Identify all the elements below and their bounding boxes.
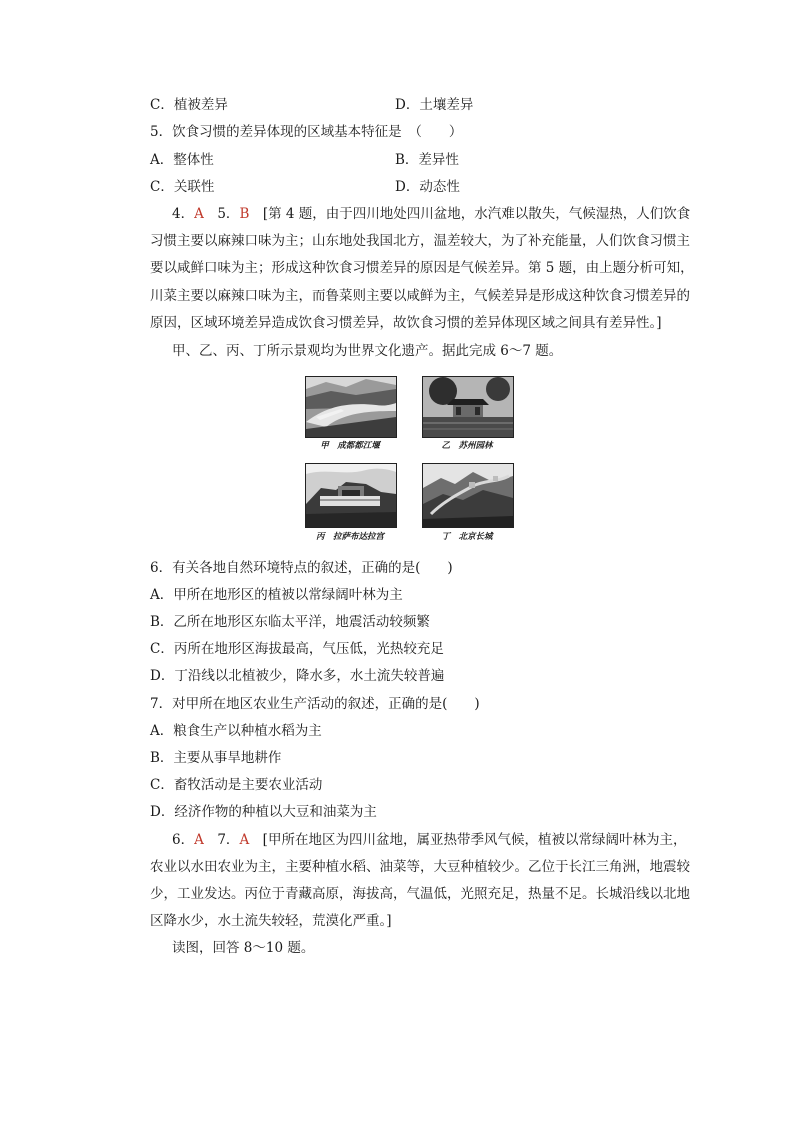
caption-great-wall: 丁 北京长城: [441, 532, 493, 542]
answer-5-letter: B: [239, 206, 250, 222]
answer-6-letter: A: [194, 832, 204, 848]
q6-option-b: B．乙所在地形区东临太平洋，地震活动较频繁: [150, 614, 430, 630]
answer-7-label: 7．: [203, 832, 240, 848]
answer-4-letter: A: [194, 206, 204, 222]
photo-suzhou-garden: [422, 376, 514, 438]
q7-option-b: B．主要从事旱地耕作: [150, 750, 282, 766]
q6-option-c: C．丙所在地形区海拔最高，气压低，光热较充足: [150, 641, 444, 657]
caption-suzhou-garden: 乙 苏州园林: [441, 441, 493, 451]
q5-option-d: D．动态性: [395, 179, 460, 195]
q6-stem: 6．有关各地自然环境特点的叙述，正确的是( ): [150, 560, 453, 576]
answer-6-label: 6．: [172, 832, 195, 848]
q7-option-c: C．畜牧活动是主要农业活动: [150, 777, 323, 793]
q7-option-d: D．经济作物的种植以大豆和油菜为主: [150, 804, 377, 820]
answer-6-7-explanation-start: [甲所在地区为四川盆地，属亚热带季风气候，植被以常绿阔叶林为主，: [249, 832, 687, 848]
photo-great-wall: [422, 463, 514, 528]
answer-6-7-line1: [172, 830, 686, 850]
answer-6-7-line2: 农业以水田农业为主，主要种植水稻、油菜等，大豆种植较少。乙位于长江三角洲，地震较: [150, 859, 690, 875]
q5-stem: 5．饮食习惯的差异体现的区域基本特征是 （ ）: [150, 124, 463, 140]
intro-6-7: 甲、乙、丙、丁所示景观均为世界文化遗产。据此完成 6～7 题。: [172, 343, 563, 359]
q4-option-c: C．植被差异: [150, 97, 228, 113]
answer-4-5-explanation-start: [第 4 题，由于四川地处四川盆地，水汽难以散失，气候湿热，人们饮食: [249, 206, 691, 222]
q4-option-d: D．土壤差异: [395, 97, 474, 113]
photo-dujiangyan: [305, 376, 397, 438]
q5-option-b: B．差异性: [395, 152, 459, 168]
answer-4-5-line4: 川菜主要以麻辣口味为主，而鲁菜则主要以咸鲜为主，气候差异是形成这种饮食习惯差异的: [150, 288, 690, 304]
answer-6-7-line4: 区降水少，水土流失较轻，荒漠化严重。]: [150, 913, 392, 929]
answer-4-label: 4．: [172, 206, 195, 222]
answer-4-5-line5: 原因，区域环境差异造成饮食习惯差异，故饮食习惯的差异体现区域之间具有差异性。]: [150, 315, 662, 331]
answer-4-5-line3: 要以咸鲜口味为主；形成这种饮食习惯差异的原因是气候差异。第 5 题，由上题分析可知，: [150, 260, 694, 276]
q7-option-a: A．粮食生产以种植水稻为主: [150, 723, 322, 739]
intro-8-10: 读图，回答 8～10 题。: [172, 940, 315, 956]
answer-5-label: 5．: [203, 206, 240, 222]
caption-potala-palace: 丙 拉萨布达拉宫: [315, 532, 384, 542]
q5-option-c: C．关联性: [150, 179, 215, 195]
answer-4-5-line2: 习惯主要以麻辣口味为主；山东地处我国北方，温差较大，为了补充能量，人们饮食习惯主: [150, 233, 690, 249]
photo-potala-palace: [305, 463, 397, 528]
answer-6-7-line3: 少，工业发达。丙位于青藏高原，海拔高，气温低，光照充足，热量不足。长城沿线以北地: [150, 886, 690, 902]
answer-4-5-line1: [172, 204, 690, 224]
answer-7-letter: A: [239, 832, 250, 848]
q5-option-a: A．整体性: [150, 152, 214, 168]
q6-option-d: D．丁沿线以北植被少，降水多，水土流失较普遍: [150, 668, 445, 684]
q6-option-a: A．甲所在地形区的植被以常绿阔叶林为主: [150, 587, 403, 603]
caption-dujiangyan: 甲 成都都江堰: [320, 441, 380, 451]
q7-stem: 7．对甲所在地区农业生产活动的叙述，正确的是( ): [150, 696, 480, 712]
